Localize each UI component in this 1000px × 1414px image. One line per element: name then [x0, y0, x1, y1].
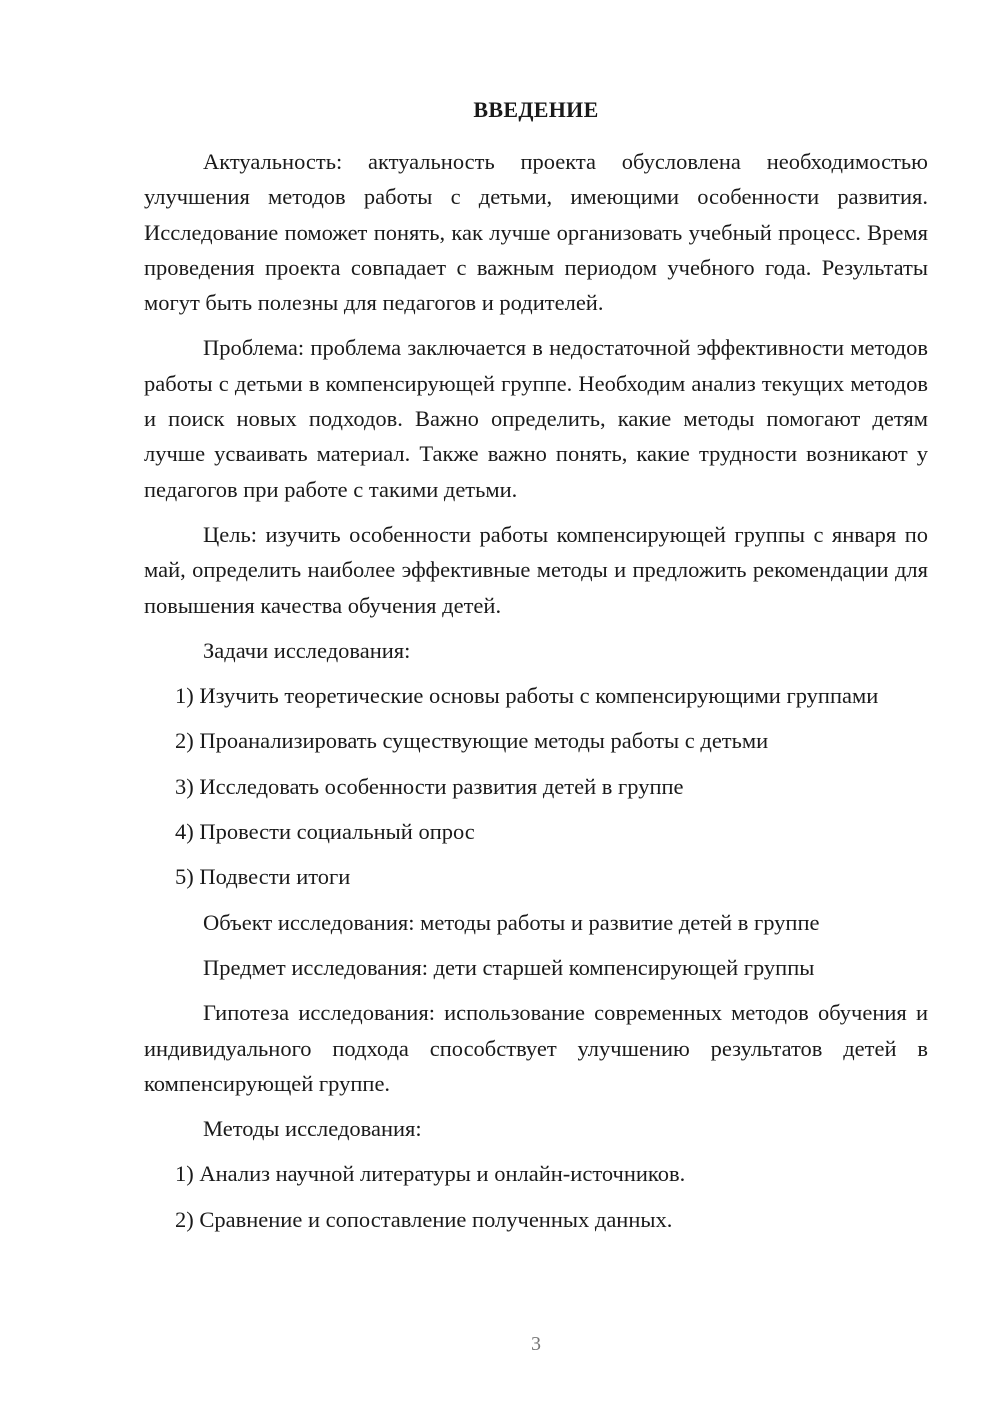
- list-item: 3) Исследовать особенности развития детей в группе: [175, 773, 684, 799]
- document-page: [144, 94, 928, 1247]
- tasks-heading: Задачи исследования:: [203, 637, 411, 663]
- list-item: 1) Изучить теоретические основы работы с компенсирующими группами: [175, 683, 879, 709]
- list-item: 5) Подвести итоги: [175, 864, 351, 890]
- relevance-paragraph: Актуальность: актуальность проекта обусловлена необходимостью улучшения методов работы с детьми, имеющими особенности развития. Исследование поможет понять, как лучше организовать учебный процесс. Время проведения проекта совпадает с важным периодом учебного года. Результаты могут быть полезны для педагогов и родителей.: [144, 149, 928, 316]
- page-number: 3: [531, 1333, 541, 1355]
- list-item: 2) Проанализировать существующие методы работы с детьми: [175, 728, 769, 754]
- goal-paragraph: Цель: изучить особенности работы компенсирующей группы с января по май, определить наиболее эффективные методы и предложить рекомендации для повышения качества обучения детей.: [144, 521, 928, 618]
- methods-heading: Методы исследования:: [203, 1116, 422, 1142]
- subject-paragraph: Предмет исследования: дети старшей компенсирующей группы: [203, 954, 815, 980]
- page-title: ВВЕДЕНИЕ: [473, 97, 599, 122]
- list-item: 2) Сравнение и сопоставление полученных данных.: [175, 1206, 673, 1232]
- list-item: 1) Анализ научной литературы и онлайн-источников.: [175, 1161, 686, 1187]
- object-paragraph: Объект исследования: методы работы и развитие детей в группе: [203, 909, 820, 935]
- methods-list: [144, 1156, 928, 1237]
- problem-paragraph: Проблема: проблема заключается в недостаточной эффективности методов работы с детьми в компенсирующей группе. Необходим анализ текущих методов и поиск новых подходов. Важно определить, какие методы помогают детям лучше усваивать материал. Также важно понять, какие трудности возникают у педагогов при работе с такими детьми.: [144, 335, 928, 502]
- list-item: 4) Провести социальный опрос: [175, 819, 475, 845]
- tasks-list: [144, 678, 928, 894]
- hypothesis-paragraph: Гипотеза исследования: использование современных методов обучения и индивидуального подхода способствует улучшению результатов детей в компенсирующей группе.: [144, 1000, 928, 1096]
